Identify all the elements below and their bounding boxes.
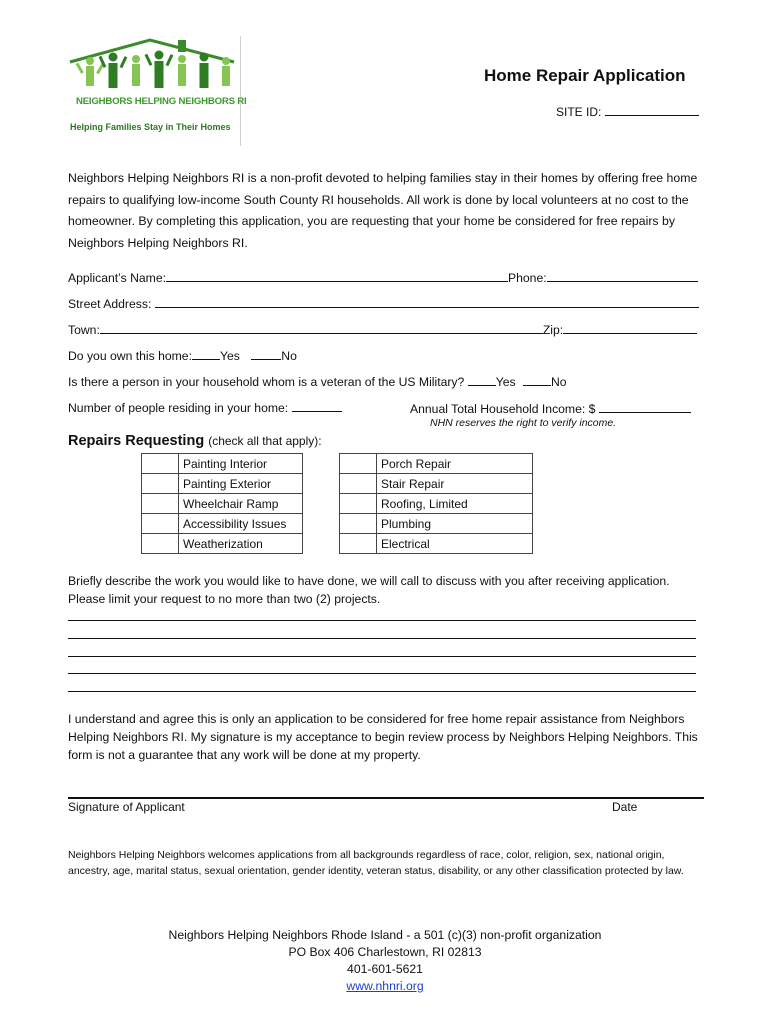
repair-label: Plumbing xyxy=(377,514,533,534)
site-id-label: SITE ID: xyxy=(556,105,602,119)
repairs-title: Repairs Requesting xyxy=(68,433,205,449)
organization-logo xyxy=(66,36,247,146)
intro-paragraph: Neighbors Helping Neighbors RI is a non-profit devoted to helping families stay in their homes by offering free home repairs to qualifying low-income South County RI households. All work is done by local volunteers at no cost to the homeowner. By completing this application, you are requesting that your home be considered for free repairs by Neighbors Helping Neighbors RI. xyxy=(68,171,698,250)
income-note: NHN reserves the right to verify income. xyxy=(430,417,617,429)
income-row xyxy=(410,400,691,416)
applicant-name-label: Applicant’s Name: xyxy=(68,271,166,285)
logo-tagline: Helping Families Stay in Their Homes xyxy=(70,122,231,132)
town-line[interactable] xyxy=(100,321,543,334)
repair-label: Stair Repair xyxy=(377,474,533,494)
own-home-yes-line[interactable] xyxy=(192,347,220,360)
description-line[interactable] xyxy=(68,691,696,692)
repair-checkbox[interactable] xyxy=(340,514,377,534)
footer-website-row xyxy=(0,978,770,995)
repair-row[interactable] xyxy=(142,514,303,534)
own-home-label: Do you own this home: xyxy=(68,349,192,363)
repair-row[interactable] xyxy=(142,494,303,514)
veteran-no-label: No xyxy=(550,375,567,389)
repairs-table-right xyxy=(339,453,533,554)
income-line[interactable] xyxy=(599,400,691,413)
repair-label: Porch Repair xyxy=(377,454,533,474)
repair-label: Roofing, Limited xyxy=(377,494,533,514)
repair-checkbox[interactable] xyxy=(340,454,377,474)
applicant-name-line[interactable] xyxy=(166,269,508,282)
veteran-row xyxy=(68,373,567,389)
own-home-no-label: No xyxy=(281,349,297,363)
description-line[interactable] xyxy=(68,673,696,674)
repair-row[interactable] xyxy=(142,454,303,474)
street-address-line[interactable] xyxy=(155,295,699,308)
repair-row[interactable] xyxy=(142,534,303,554)
date-label: Date xyxy=(612,800,638,814)
own-home-no-line[interactable] xyxy=(251,347,281,360)
repair-checkbox[interactable] xyxy=(340,534,377,554)
description-line[interactable] xyxy=(68,620,696,621)
town-label: Town: xyxy=(68,323,100,337)
income-label: Annual Total Household Income: $ xyxy=(410,402,596,416)
num-people-label: Number of people residing in your home: xyxy=(68,401,289,415)
street-address-row xyxy=(68,295,699,311)
num-people-row xyxy=(68,399,342,415)
veteran-no-line[interactable] xyxy=(523,373,551,386)
num-people-line[interactable] xyxy=(292,399,342,412)
website-link[interactable]: www.nhnri.org xyxy=(346,979,424,993)
repair-label: Wheelchair Ramp xyxy=(179,494,303,514)
repair-checkbox[interactable] xyxy=(340,474,377,494)
repairs-heading xyxy=(68,433,322,449)
description-prompt: Briefly describe the work you would like to have done, we will call to discuss with you after receiving application. Please limit your request to no more than two (2) projects. xyxy=(68,574,670,606)
equal-opportunity-statement: Neighbors Helping Neighbors welcomes applications from all backgrounds regardless of race, color, religion, sex, national origin, ancestry, age, marital status, sexual orientation, gender identity, veteran status, disability, or any other classification protected by law. xyxy=(68,849,684,877)
description-line[interactable] xyxy=(68,656,696,657)
repair-row[interactable] xyxy=(340,494,533,514)
applicant-name-row xyxy=(68,269,698,285)
repair-checkbox[interactable] xyxy=(142,474,179,494)
repair-label: Weatherization xyxy=(179,534,303,554)
phone-line[interactable] xyxy=(547,269,698,282)
repairs-table-left xyxy=(141,453,303,554)
footer-org: Neighbors Helping Neighbors Rhode Island - a 501 (c)(3) non-profit organization xyxy=(168,928,602,942)
signature-line[interactable] xyxy=(68,797,704,799)
own-home-yes-label: Yes xyxy=(219,349,240,363)
veteran-yes-label: Yes xyxy=(495,375,516,389)
repair-checkbox[interactable] xyxy=(142,534,179,554)
repair-label: Painting Exterior xyxy=(179,474,303,494)
veteran-label: Is there a person in your household whom is a veteran of the US Military? xyxy=(68,375,465,389)
own-home-row xyxy=(68,347,297,363)
repair-checkbox[interactable] xyxy=(142,514,179,534)
repair-row[interactable] xyxy=(340,534,533,554)
repairs-subtitle: (check all that apply): xyxy=(208,434,322,448)
zip-line[interactable] xyxy=(563,321,697,334)
repair-checkbox[interactable] xyxy=(142,454,179,474)
repair-label: Painting Interior xyxy=(179,454,303,474)
site-id-line[interactable] xyxy=(605,103,699,116)
logo-name: NEIGHBORS HELPING NEIGHBORS RI xyxy=(76,96,247,107)
description-line[interactable] xyxy=(68,638,696,639)
zip-label: Zip: xyxy=(542,323,564,337)
footer-address: PO Box 406 Charlestown, RI 02813 xyxy=(288,945,482,959)
repair-row[interactable] xyxy=(340,514,533,534)
logo-graphic xyxy=(66,36,236,98)
repair-row[interactable] xyxy=(142,474,303,494)
agreement-paragraph: I understand and agree this is only an application to be considered for free home repair assistance from Neighbors Helping Neighbors RI. My signature is my acceptance to begin review process by Neighbors Helping Neighbors. This form is not a guarantee that any work will be done at my property. xyxy=(68,712,698,762)
repair-label: Electrical xyxy=(377,534,533,554)
repair-row[interactable] xyxy=(340,454,533,474)
town-zip-row xyxy=(68,321,697,337)
form-title: Home Repair Application xyxy=(484,66,686,85)
repair-checkbox[interactable] xyxy=(142,494,179,514)
footer-phone: 401-601-5621 xyxy=(347,962,423,976)
repair-label: Accessibility Issues xyxy=(179,514,303,534)
signature-label: Signature of Applicant xyxy=(68,800,185,814)
repair-row[interactable] xyxy=(340,474,533,494)
veteran-yes-line[interactable] xyxy=(468,373,496,386)
repair-checkbox[interactable] xyxy=(340,494,377,514)
street-address-label: Street Address: xyxy=(68,297,152,311)
phone-label: Phone: xyxy=(508,271,547,285)
site-id-field[interactable] xyxy=(556,103,699,119)
